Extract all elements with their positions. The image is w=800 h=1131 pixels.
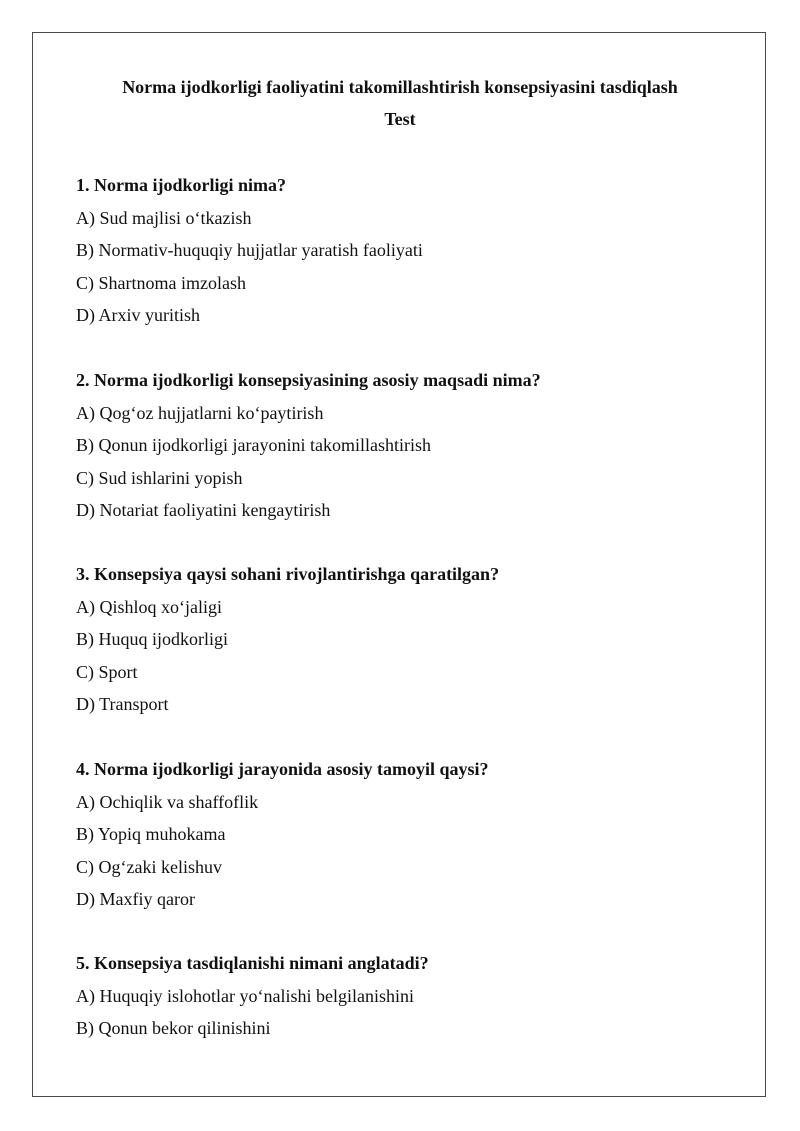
question-2-option-b: B) Qonun ijodkorligi jarayonini takomillashtirish — [76, 435, 431, 455]
document-title: Norma ijodkorligi faoliyatini takomillashtirish konsepsiyasini tasdiqlash — [122, 77, 678, 97]
question-1-option-d: D) Arxiv yuritish — [76, 305, 200, 325]
question-3-option-b: B) Huquq ijodkorligi — [76, 629, 228, 649]
question-2 — [76, 368, 756, 531]
question-1-title: 1. Norma ijodkorligi nima? — [76, 175, 286, 195]
question-2-title: 2. Norma ijodkorligi konsepsiyasining asosiy maqsadi nima? — [76, 370, 541, 390]
question-3-option-c: C) Sport — [76, 661, 138, 682]
question-3 — [76, 562, 756, 725]
question-2-option-a: A) Qog‘oz hujjatlarni ko‘paytirish — [76, 402, 324, 423]
document-subtitle: Test — [384, 109, 416, 129]
question-1-option-b: B) Normativ-huquqiy hujjatlar yaratish faoliyati — [76, 240, 423, 260]
question-4-option-a: A) Ochiqlik va shaffoflik — [76, 791, 259, 812]
question-4-option-b: B) Yopiq muhokama — [76, 824, 226, 844]
question-1-option-a: A) Sud majlisi o‘tkazish — [76, 207, 252, 228]
question-5-option-a: A) Huquqiy islohotlar yo‘nalishi belgilanishini — [76, 985, 414, 1006]
question-5 — [76, 951, 756, 1049]
question-4-option-c: C) Og‘zaki kelishuv — [76, 856, 222, 877]
question-4 — [76, 757, 756, 920]
question-3-option-a: A) Qishloq xo‘jaligi — [76, 596, 222, 617]
question-3-title: 3. Konsepsiya qaysi sohani rivojlantirishga qaratilgan? — [76, 564, 500, 584]
question-4-option-d: D) Maxfiy qaror — [76, 889, 195, 909]
question-2-option-c: C) Sud ishlarini yopish — [76, 467, 243, 488]
question-1-option-c: C) Shartnoma imzolash — [76, 272, 246, 293]
question-4-title: 4. Norma ijodkorligi jarayonida asosiy tamoyil qaysi? — [76, 759, 489, 779]
question-5-title: 5. Konsepsiya tasdiqlanishi nimani anglatadi? — [76, 953, 429, 973]
question-5-option-b: B) Qonun bekor qilinishini — [76, 1018, 271, 1038]
question-1 — [76, 173, 756, 336]
question-2-option-d: D) Notariat faoliyatini kengaytirish — [76, 500, 331, 520]
question-3-option-d: D) Transport — [76, 694, 169, 714]
